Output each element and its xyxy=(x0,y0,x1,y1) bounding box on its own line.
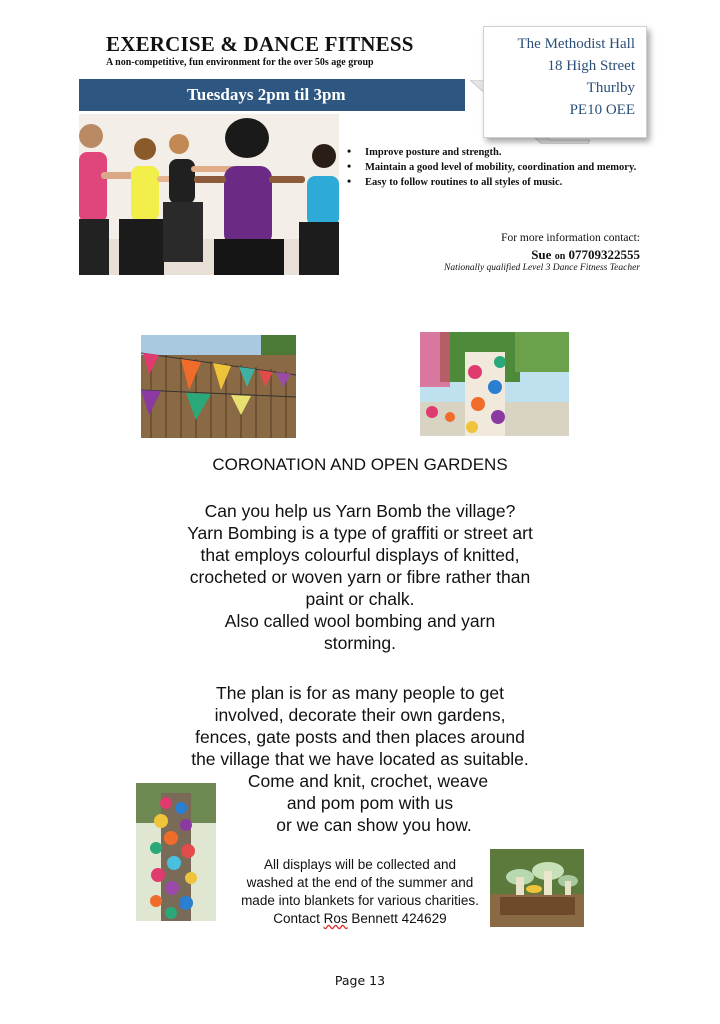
list-item: • Easy to follow routines to all styles of music. xyxy=(345,176,645,189)
bunting-photo xyxy=(141,335,296,438)
address-line: PE10 OEE xyxy=(569,102,635,118)
text-line: All displays will be collected and xyxy=(263,857,457,872)
contact-line xyxy=(531,247,640,263)
text-line: Yarn Bombing is a type of graffiti or street art xyxy=(187,523,533,543)
text-line: and pom pom with us xyxy=(286,793,454,813)
benefits-list xyxy=(345,146,645,191)
text-line: Also called wool bombing and yarn xyxy=(224,611,496,631)
text-line: fences, gate posts and then places around xyxy=(195,727,525,747)
qualification: Nationally qualified Level 3 Dance Fitness Teacher xyxy=(444,263,640,273)
address-line: 18 High Street xyxy=(547,58,635,74)
exercise-title: EXERCISE & DANCE FITNESS xyxy=(106,32,414,56)
contact-intro: For more information contact: xyxy=(501,232,640,244)
address-line: Thurlby xyxy=(586,80,635,96)
yarn-bomb-description xyxy=(150,500,570,654)
pompom-tree-photo xyxy=(136,783,216,921)
address-box xyxy=(483,26,647,138)
text-line: crocheted or woven yarn or fibre rather than xyxy=(189,567,531,587)
contact-ros: Contact Ros Bennett 424629 xyxy=(273,911,447,926)
yarn-tree-photo xyxy=(420,332,569,436)
collection-note xyxy=(220,856,500,928)
text-line: or we can show you how. xyxy=(276,815,472,835)
page-number: Page 13 xyxy=(334,973,386,988)
coronation-title: CORONATION AND OPEN GARDENS xyxy=(212,455,508,474)
text-line: The plan is for as many people to get xyxy=(216,683,504,703)
time-banner: Tuesdays 2pm til 3pm xyxy=(79,79,465,111)
list-item: • Improve posture and strength. xyxy=(345,146,645,159)
text-line: storming. xyxy=(324,633,396,653)
exercise-subtitle: A non-competitive, fun environment for the over 50s age group xyxy=(106,57,374,68)
text-line: washed at the end of the summer and xyxy=(246,875,474,890)
address-line: The Methodist Hall xyxy=(517,36,635,52)
text-line: the village that we have located as suitable. xyxy=(191,749,529,769)
knitted-mushroom-photo xyxy=(490,849,584,927)
contact-phone: 07709322555 xyxy=(568,247,640,262)
text-line: that employs colourful displays of knitted, xyxy=(200,545,520,565)
text-line: Can you help us Yarn Bomb the village? xyxy=(204,501,516,521)
list-item: • Maintain a good level of mobility, coordination and memory. xyxy=(345,161,645,174)
contact-on: on xyxy=(554,251,566,262)
text-line: paint or chalk. xyxy=(305,589,415,609)
text-line: Come and knit, crochet, weave xyxy=(247,771,489,791)
contact-name: Sue xyxy=(531,247,552,262)
text-line: made into blankets for various charities. xyxy=(241,893,479,908)
dancers-photo xyxy=(79,114,339,275)
text-line: involved, decorate their own gardens, xyxy=(214,705,506,725)
